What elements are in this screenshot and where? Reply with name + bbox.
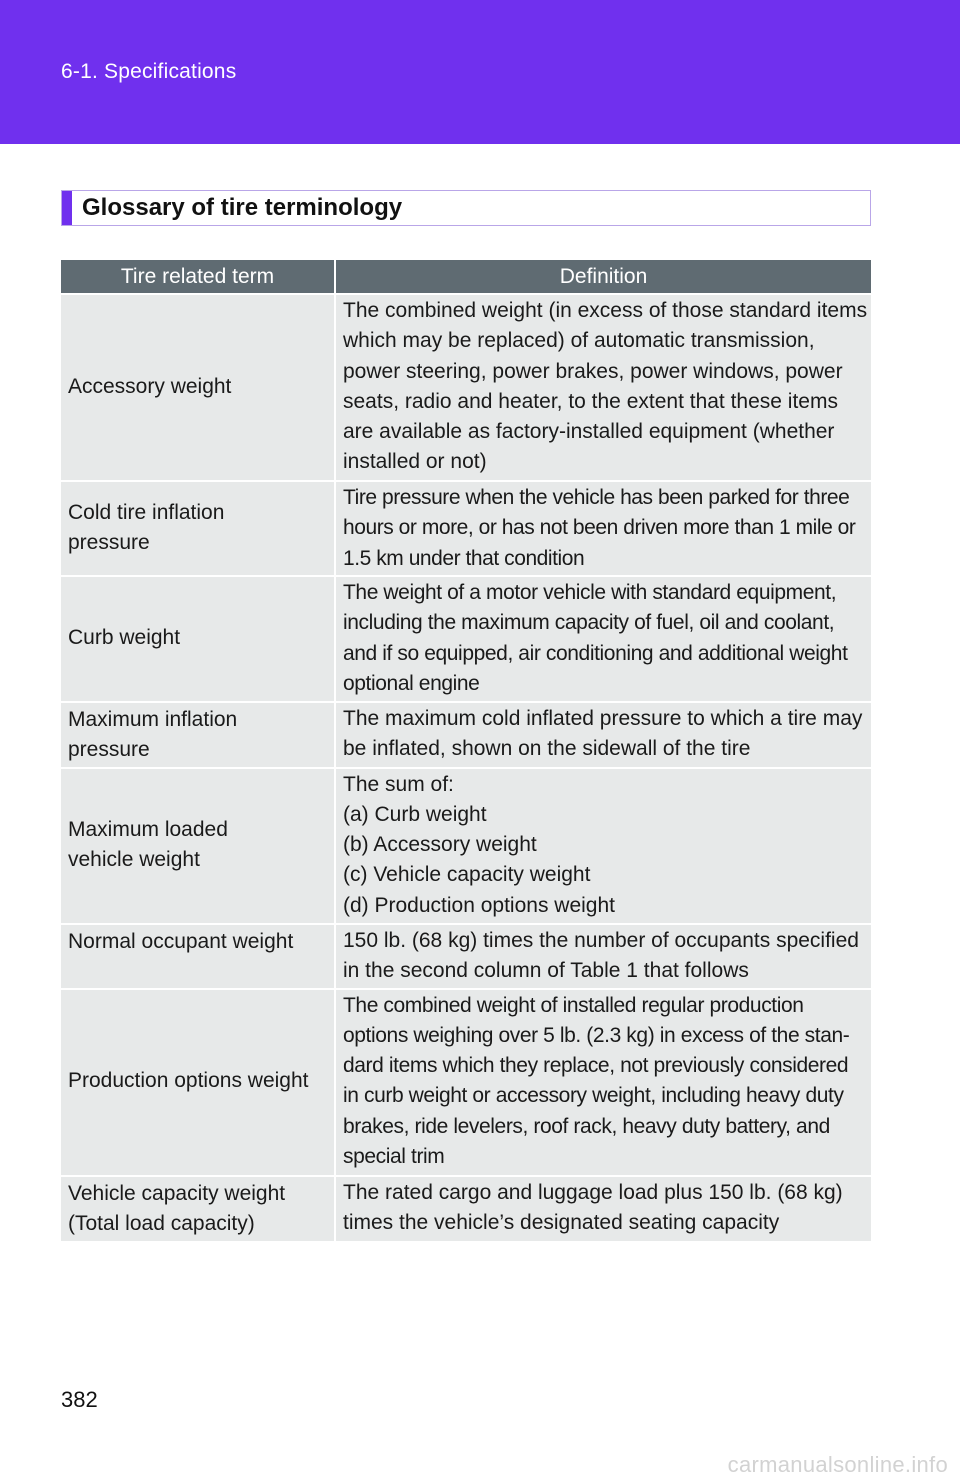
table-row (61, 924, 871, 989)
column-header-definition: Definition (335, 260, 871, 294)
definition-cell: Tire pressure when the vehicle has been parked for three hours or more, or has not been driven more than 1 mile or 1.5 km under that condition (335, 481, 871, 576)
section-heading (61, 190, 871, 226)
table-row (61, 576, 871, 702)
definition-cell: The combined weight (in excess of those standard items which may be replaced) of automatic transmission, power steering, power brakes, power windows, power seats, radio and heater, to the extent that these items are available as factory-installed equipment (whether installed or not) (335, 294, 871, 481)
definition-cell: The maximum cold inflated pressure to which a tire may be inflated, shown on the sidewall of the tire (335, 702, 871, 768)
list-item: (b) Accessory weight (343, 833, 537, 857)
term-cell: Production options weight (61, 989, 335, 1176)
glossary-table (61, 260, 871, 1241)
definition-cell: 150 lb. (68 kg) times the number of occupants specified in the second column of Table 1 that follows (335, 924, 871, 989)
watermark: carmanualsonline.info (727, 1452, 948, 1477)
header-band (0, 0, 960, 144)
term-cell: Maximum loaded vehicle weight (61, 768, 335, 924)
sum-list (343, 800, 868, 921)
table-row (61, 989, 871, 1176)
term-cell: Cold tire inflation pressure (61, 481, 335, 576)
table-row (61, 1176, 871, 1241)
table-row (61, 702, 871, 768)
list-item: (c) Vehicle capacity weight (343, 863, 591, 887)
sum-intro: The sum of: (343, 772, 454, 796)
term-cell: Vehicle capacity weight (Total load capacity) (61, 1176, 335, 1241)
definition-cell: The weight of a motor vehicle with standard equipment, including the maximum capacity of fuel, oil and coolant, and if so equipped, air conditioning and additional weight optional engine (335, 576, 871, 702)
table-header-row (61, 260, 871, 294)
table-row (61, 768, 871, 924)
table-row (61, 481, 871, 576)
list-item: (a) Curb weight (343, 802, 487, 826)
page-number: 382 (61, 1387, 98, 1412)
section-label: 6-1. Specifications (61, 60, 237, 83)
term-cell: Curb weight (61, 576, 335, 702)
term-cell: Normal occupant weight (61, 924, 335, 989)
definition-cell: The rated cargo and luggage load plus 150 lb. (68 kg) times the vehicle’s designated seating capacity (335, 1176, 871, 1241)
definition-cell (335, 768, 871, 924)
table-row (61, 294, 871, 481)
section-title: Glossary of tire terminology (82, 194, 403, 221)
list-item: (d) Production options weight (343, 893, 615, 917)
definition-cell: The combined weight of installed regular production options weighing over 5 lb. (2.3 kg) in excess of the stan-dard items which they replace, not previously considered in curb weight or accessory weight, including heavy duty brakes, ride levelers, roof rack, heavy duty battery, and special trim (335, 989, 871, 1176)
section-accent-bar (62, 191, 72, 225)
column-header-term: Tire related term (61, 260, 335, 294)
term-cell: Maximum inflation pressure (61, 702, 335, 768)
term-cell: Accessory weight (61, 294, 335, 481)
